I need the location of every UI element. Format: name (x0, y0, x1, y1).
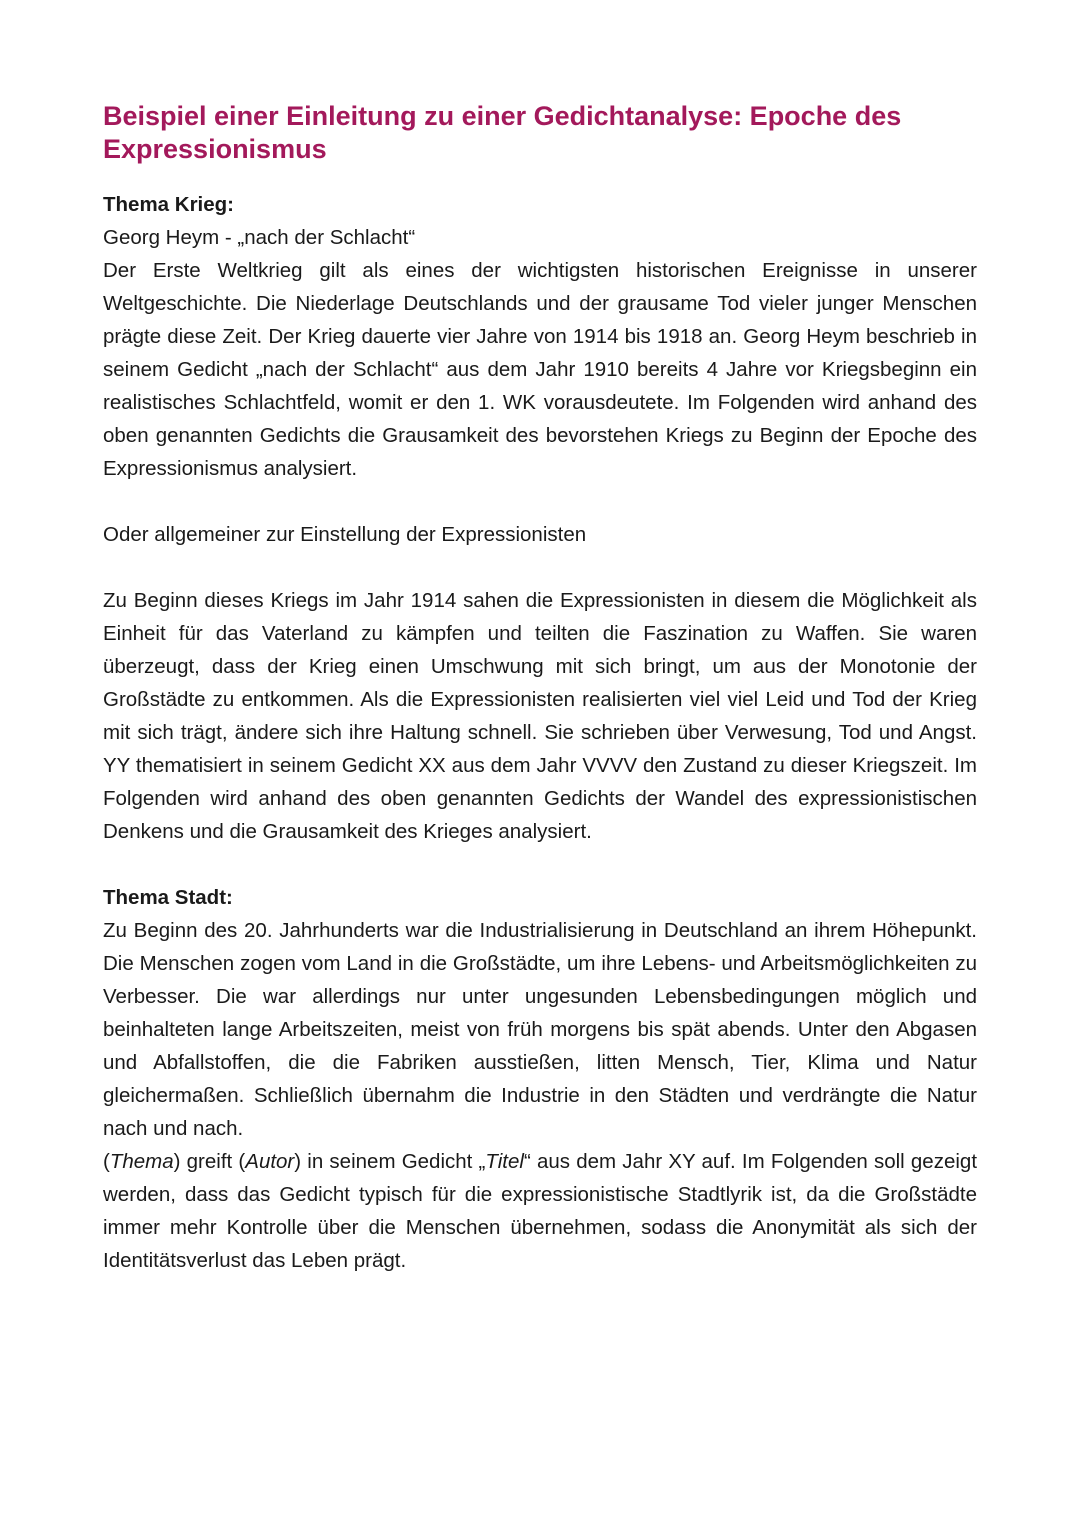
placeholder-titel: Titel (485, 1150, 524, 1173)
stadt-template-paragraph (103, 1145, 977, 1277)
topic-heading-stadt: Thema Stadt: (103, 886, 233, 909)
poem-reference: Georg Heym - „nach der Schlacht“ (103, 226, 416, 249)
stadt-intro-paragraph: Zu Beginn des 20. Jahrhunderts war die Industrialisierung in Deutschland an ihrem Höhepunkt. Die Menschen zogen vom Land in die Großstädte, um ihre Lebens- und Arbeitsmöglichkeiten zu Verbesser. Die war allerdings nur unter ungesunden Lebensbedingungen möglich und beinhalteten lange Arbeitszeiten, meist von früh morgens bis spät abends. Unter den Abgasen und Abfallstoffen, die die Fabriken ausstießen, litten Mensch, Tier, Klima und Natur gleichermaßen. Schließlich übernahm die Industrie in den Städten und verdrängte die Natur nach und nach. (103, 919, 977, 1140)
template-text: ( (103, 1150, 110, 1173)
document-page (103, 100, 977, 1277)
alternative-label: Oder allgemeiner zur Einstellung der Expressionisten (103, 523, 587, 546)
spacer (103, 551, 977, 584)
template-text: ) in seinem Gedicht „ (294, 1150, 486, 1173)
template-text: ) greift ( (173, 1150, 246, 1173)
spacer (103, 848, 977, 881)
placeholder-thema: Thema (109, 1150, 174, 1173)
topic-heading-krieg: Thema Krieg: (103, 193, 234, 216)
spacer (103, 485, 977, 518)
krieg-alternative-paragraph: Zu Beginn dieses Kriegs im Jahr 1914 sahen die Expressionisten in diesem die Möglichkeit als Einheit für das Vaterland zu kämpfen und teilten die Faszination zu Waffen. Sie waren überzeugt, dass der Krieg einen Umschwung mit sich bringt, um aus der Monotonie der Großstädte zu entkommen. Als die Expressionisten realisierten viel viel Leid und Tod der Krieg mit sich trägt, ändere sich ihre Haltung schnell. Sie schrieben über Verwesung, Tod und Angst. YY thematisiert in seinem Gedicht XX aus dem Jahr VVVV den Zustand zu dieser Kriegszeit. Im Folgenden wird anhand des oben genannten Gedichts der Wandel des expressionistischen Denkens und die Grausamkeit des Krieges analysiert. (103, 589, 977, 843)
placeholder-autor: Autor (245, 1150, 295, 1173)
page-title: Beispiel einer Einleitung zu einer Gedichtanalyse: Epoche des Expressionismus (103, 101, 902, 164)
template-text: “ aus dem Jahr XY auf. Im Folgenden soll gezeigt werden, dass das Gedicht typisch für die expressionistische Stadtlyrik ist, da die Großstädte immer mehr Kontrolle über die Menschen übernehmen, sodass die Anonymität als sich der Identitätsverlust das Leben prägt. (103, 1150, 978, 1272)
krieg-intro-paragraph: Der Erste Weltkrieg gilt als eines der wichtigsten historischen Ereignisse in unserer Weltgeschichte. Die Niederlage Deutschlands und der grausame Tod vieler junger Menschen prägte diese Zeit. Der Krieg dauerte vier Jahre von 1914 bis 1918 an. Georg Heym beschrieb in seinem Gedicht „nach der Schlacht“ aus dem Jahr 1910 bereits 4 Jahre vor Kriegsbeginn ein realistisches Schlachtfeld, womit er den 1. WK vorausdeutete. Im Folgenden wird anhand des oben genannten Gedichts die Grausamkeit des bevorstehen Kriegs zu Beginn der Epoche des Expressionismus analysiert. (103, 259, 977, 480)
